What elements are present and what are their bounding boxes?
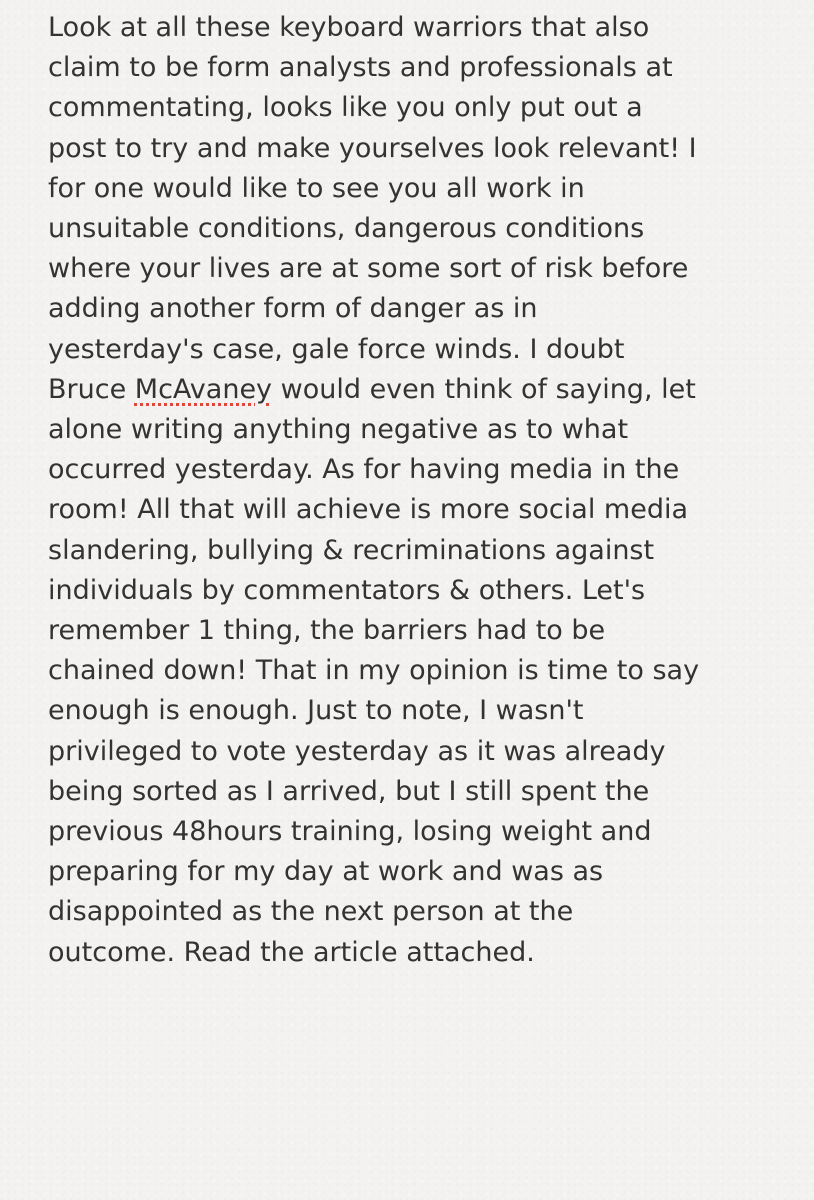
note-line: post to try and make yourselves look relevant! I	[48, 132, 697, 164]
note-line: disappointed as the next person at the	[48, 896, 574, 928]
note-line: privileged to vote yesterday as it was already	[48, 735, 666, 767]
note-line: yesterday's case, gale force winds. I doubt	[48, 333, 625, 365]
note-line: for one would like to see you all work in	[48, 172, 585, 204]
note-body-text[interactable]	[48, 8, 794, 973]
note-line: individuals by commentators & others. Let's	[48, 574, 646, 606]
note-line: occurred yesterday. As for having media in the	[48, 454, 680, 486]
note-line: chained down! That in my opinion is time to say	[48, 655, 700, 687]
note-line: alone writing anything negative as to what	[48, 414, 629, 446]
note-line: adding another form of danger as in	[48, 293, 538, 325]
note-line-with-spellcheck	[48, 370, 794, 410]
note-line: outcome. Read the article attached.	[48, 936, 535, 968]
note-line: commentating, looks like you only put out a	[48, 92, 643, 124]
note-line: Look at all these keyboard warriors that also	[48, 12, 650, 43]
note-line: enough is enough. Just to note, I wasn't	[48, 695, 584, 727]
note-line: being sorted as I arrived, but I still spent the	[48, 775, 650, 807]
misspelled-word-mcavaney[interactable]: McAvaney	[134, 373, 273, 405]
note-line: claim to be form analysts and professionals at	[48, 52, 673, 84]
note-line: unsuitable conditions, dangerous conditions	[48, 213, 645, 245]
note-line: room! All that will achieve is more social media	[48, 494, 689, 526]
note-line: slandering, bullying & recriminations against	[48, 534, 655, 566]
line-text-after: would even think of saying, let	[272, 373, 696, 405]
note-line: previous 48hours training, losing weight and	[48, 816, 652, 848]
note-line: where your lives are at some sort of risk before	[48, 253, 689, 285]
line-text-before: Bruce	[48, 373, 135, 405]
note-line: remember 1 thing, the barriers had to be	[48, 615, 606, 647]
note-line: preparing for my day at work and was as	[48, 856, 604, 888]
